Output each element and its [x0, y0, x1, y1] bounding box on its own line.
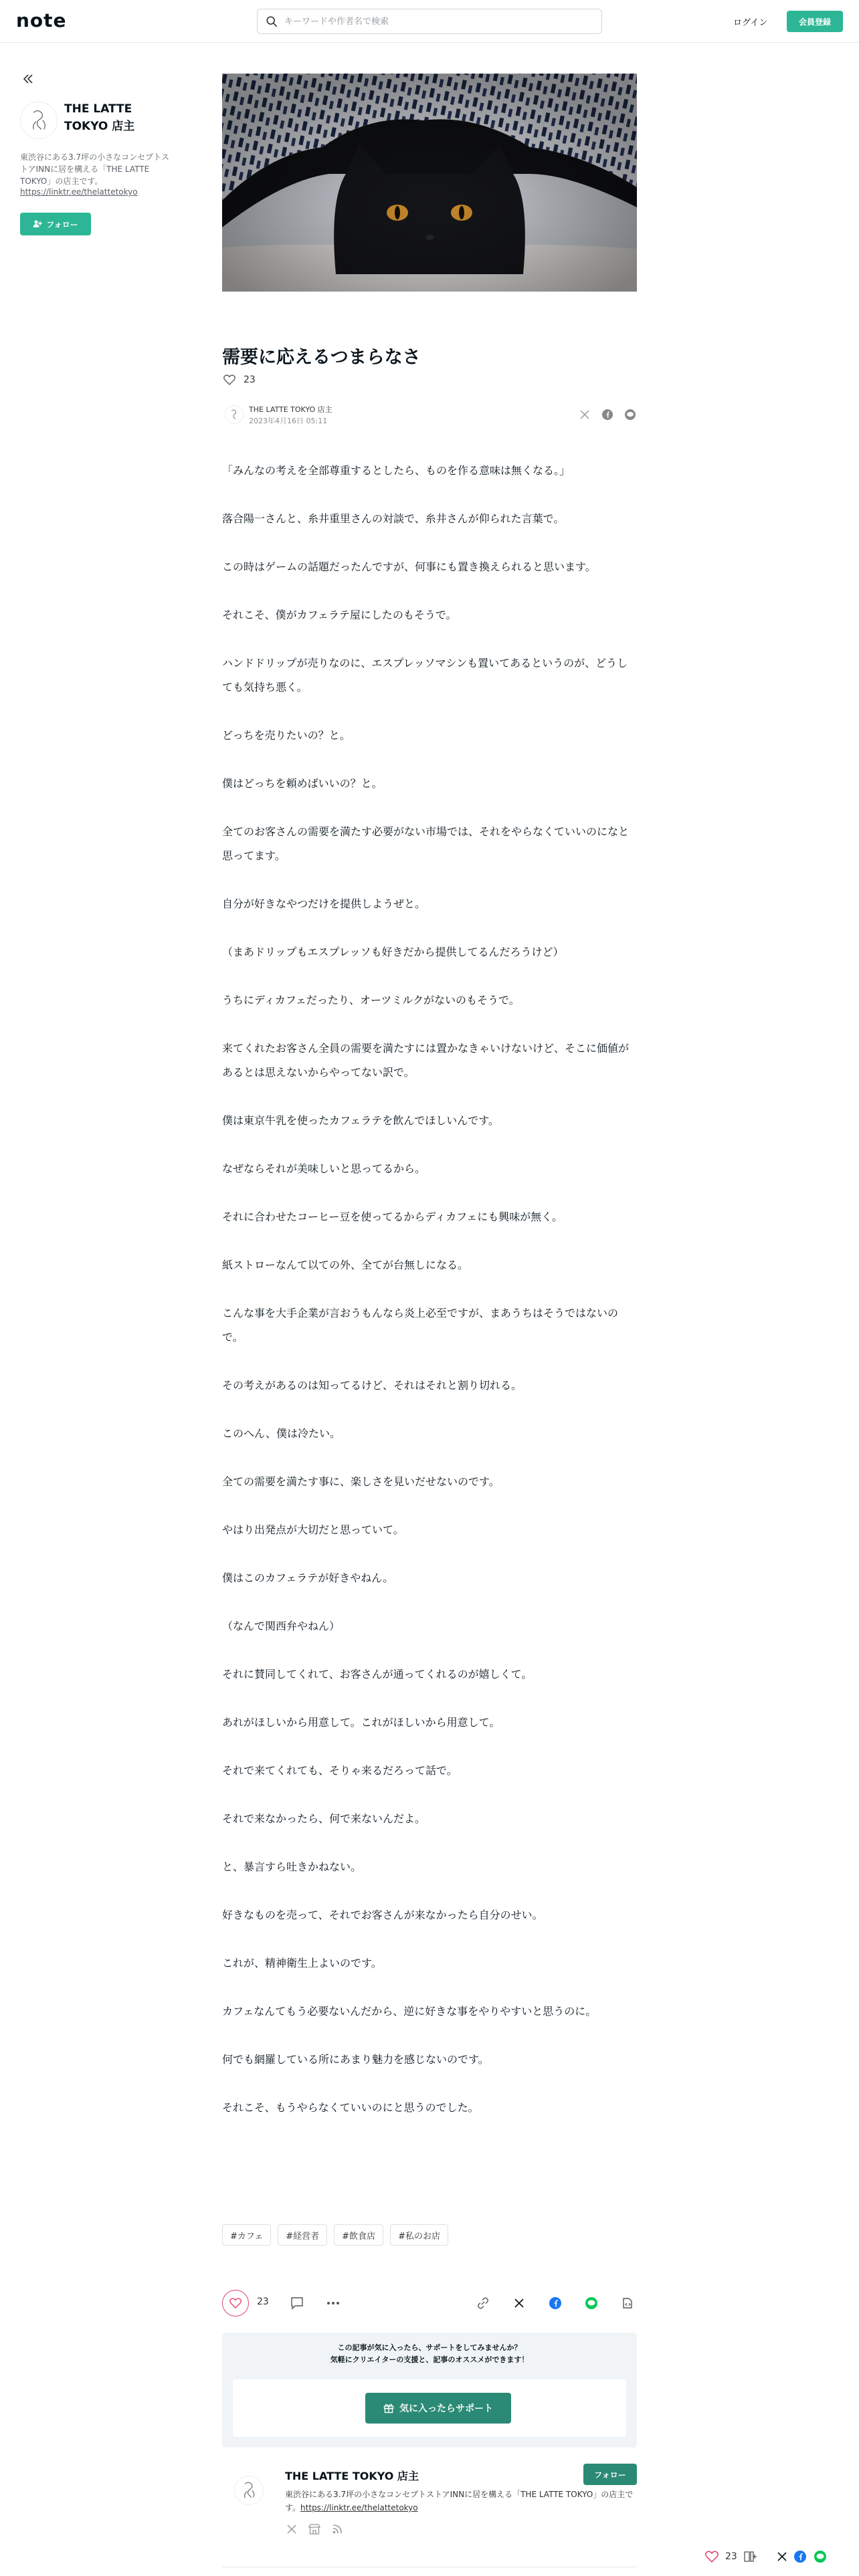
paragraph: あれがほしいから用意して。これがほしいから用意して。 [222, 1716, 500, 1729]
floating-like-button[interactable] [705, 2551, 719, 2563]
paragraph: 来てくれたお客さん全員の需要を満たすには置かなきゃいけないけど、そこに価値があるとは思えないからやってない訳で。 [222, 1042, 630, 1079]
note-logo[interactable] [16, 9, 90, 32]
paragraph: 自分が好きなやつだけを提供しようぜと。 [222, 897, 426, 910]
facebook-share-icon[interactable] [601, 408, 614, 421]
paragraph: 僕は東京牛乳を使ったカフェラテを飲んでほしいんです。 [222, 1114, 499, 1127]
comment-icon[interactable] [289, 2295, 305, 2311]
heart-icon [223, 374, 235, 385]
floating-action-bar [705, 2545, 859, 2569]
support-message [222, 2342, 637, 2366]
magazine-add-icon[interactable] [744, 2551, 757, 2563]
more-options-icon[interactable] [325, 2295, 341, 2311]
paragraph: ハンドドリップが売りなのに、エスプレッソマシンも置いてあるというのが、どうしても気持ち悪く。 [222, 657, 628, 693]
collapse-sidebar-icon[interactable] [20, 71, 36, 87]
gift-icon [383, 2403, 394, 2413]
embed-icon[interactable] [619, 2295, 636, 2311]
facebook-share-icon[interactable] [547, 2295, 563, 2311]
x-share-icon[interactable] [511, 2295, 527, 2311]
x-profile-icon[interactable] [285, 2523, 298, 2536]
author-card-follow-button[interactable]: フォロー [583, 2464, 637, 2485]
paragraph: 「みんなの考えを全部尊重するとしたら、ものを作る意味は無くなる。」 [222, 464, 571, 477]
publish-date: 2023年4月16日 05:11 [249, 417, 328, 425]
paragraph: 紙ストローなんて以ての外、全てが台無しになる。 [222, 1259, 469, 1271]
paragraph: と、暴言すら吐きかねない。 [222, 1860, 362, 1873]
like-button[interactable] [222, 2290, 249, 2317]
hashtag[interactable]: #カフェ [222, 2224, 271, 2246]
black-cat-under-blanket-image [222, 74, 637, 292]
add-user-icon [33, 219, 42, 229]
paragraph: 好きなものを売って、それでお客さんが来なかったら自分のせい。 [222, 1909, 543, 1921]
article-action-bar [222, 2286, 637, 2319]
support-message-line-1: この記事が気に入ったら、サポートをしてみませんか？ [337, 2343, 522, 2352]
paragraph: それで来てくれても、そりゃ来るだろって話で。 [222, 1764, 458, 1777]
paragraph: 僕はどっちを頼めばいいの？と。 [222, 777, 383, 790]
shop-icon[interactable] [308, 2523, 321, 2536]
paragraph: その考えがあるのは知ってるけど、それはそれと割り切れる。 [222, 1379, 522, 1392]
paragraph: （なんで関西弁やねん） [222, 1620, 341, 1632]
paragraph: こんな事を大手企業が言おうもんなら炎上必至ですが、まあうちはそうではないので。 [222, 1307, 619, 1344]
line-share-icon[interactable] [814, 2550, 827, 2563]
hashtag-list [222, 2224, 448, 2246]
paragraph: それこそ、もうやらなくていいのにと思うのでした。 [222, 2101, 479, 2114]
paragraph: うちにディカフェだったり、オーツミルクがないのもそうで。 [222, 994, 520, 1006]
site-header [0, 0, 859, 43]
paragraph: なぜならそれが美味しいと思ってるから。 [222, 1162, 426, 1175]
paragraph: この時はゲームの話題だったんですが、何事にも置き換えられると思います。 [222, 560, 596, 573]
heart-icon [229, 2298, 242, 2309]
support-button-label: 気に入ったらサポート [399, 2403, 493, 2413]
article-body [222, 459, 637, 2144]
support-box [222, 2333, 637, 2448]
signup-button[interactable]: 会員登録 [787, 11, 843, 32]
hashtag[interactable]: #飲食店 [334, 2224, 383, 2246]
article-title: 需要に応えるつまらなさ [222, 347, 421, 368]
paragraph: やはり出発点が大切だと思っていて。 [222, 1523, 404, 1536]
floating-like-count: 23 [725, 2551, 737, 2562]
paragraph: それに賛同してくれて、お客さんが通ってくれるのが嬉しくて。 [222, 1668, 533, 1681]
author-card-description-text: 東渋谷にある3.7坪の小さなコンセプトストアINNに居を構える「THE LATTE TOKYO」の店主です。 [285, 2490, 634, 2512]
rss-icon[interactable] [330, 2523, 344, 2536]
logo-text: note [16, 9, 67, 31]
author-card-link[interactable]: https://linktr.ee/thelattetokyo [300, 2503, 418, 2512]
login-button[interactable]: ログイン [723, 11, 778, 32]
copy-link-icon[interactable] [475, 2295, 491, 2311]
paragraph: 落合陽一さんと、糸井重里さんの対談で、糸井さんが仰られた言葉で。 [222, 512, 565, 525]
paragraph: カフェなんてもう必要ないんだから、逆に好きな事をやりやすいと思うのに。 [222, 2005, 597, 2018]
author-card-avatar[interactable] [234, 2476, 264, 2505]
hashtag[interactable]: #私のお店 [390, 2224, 448, 2246]
line-share-icon[interactable] [624, 408, 637, 421]
sidebar-creator-name[interactable]: THE LATTE TOKYO 店主 [64, 102, 135, 133]
hashtag[interactable]: #経営者 [278, 2224, 327, 2246]
paragraph: （まあドリップもエスプレッソも好きだから提供してるんだろうけど） [222, 946, 564, 958]
line-share-icon[interactable] [583, 2295, 599, 2311]
sidebar-profile-link[interactable]: https://linktr.ee/thelattetokyo [20, 187, 138, 197]
x-share-icon[interactable] [777, 2552, 787, 2561]
sidebar-follow-button[interactable] [20, 213, 91, 235]
share-icons-top [578, 408, 637, 421]
sidebar-follow-label: フォロー [46, 219, 78, 229]
facebook-share-icon[interactable] [793, 2550, 807, 2563]
hero-image [222, 74, 637, 292]
creator-avatar[interactable] [20, 102, 58, 139]
paragraph: 全ての需要を満たす事に、楽しさを見いだせないのです。 [222, 1475, 500, 1488]
paragraph: 何でも網羅している所にあまり魅力を感じないのです。 [222, 2053, 489, 2066]
heart-icon [705, 2551, 719, 2563]
author-card [222, 2468, 637, 2568]
author-name[interactable]: THE LATTE TOKYO 店主 [249, 405, 332, 414]
paragraph: 全てのお客さんの需要を満たす必要がない市場では、それをやらなくていいのになと思ってます。 [222, 825, 630, 862]
author-row [222, 401, 637, 431]
search-icon [266, 15, 278, 27]
paragraph: 僕はこのカフェラテが好きやねん。 [222, 1572, 394, 1584]
author-avatar[interactable] [225, 405, 244, 424]
paragraph: それで来なかったら、何で来ないんだよ。 [222, 1812, 426, 1825]
author-card-name[interactable]: THE LATTE TOKYO 店主 [285, 2470, 419, 2482]
support-panel [233, 2379, 626, 2437]
search-bar[interactable] [257, 9, 602, 34]
search-input[interactable] [284, 17, 579, 27]
support-button[interactable] [365, 2393, 511, 2424]
paragraph: どっちを売りたいの？と。 [222, 729, 351, 742]
paragraph: これが、精神衛生上よいのです。 [222, 1957, 382, 1969]
x-share-icon[interactable] [578, 408, 591, 421]
paragraph: それこそ、僕がカフェラテ屋にしたのもそうで。 [222, 609, 457, 621]
support-message-line-2: 気軽にクリエイターの支援と、記事のオススメができます！ [330, 2355, 529, 2364]
like-count: 23 [257, 2296, 269, 2307]
author-card-description [285, 2488, 637, 2514]
article-like-summary[interactable] [223, 374, 256, 385]
paragraph: このへん、僕は冷たい。 [222, 1427, 341, 1440]
author-card-social-links [285, 2523, 344, 2536]
article-like-count: 23 [244, 374, 256, 385]
sidebar-description: 東渋谷にある3.7坪の小さなコンセプトストアINNに居を構える「THE LATTE TOKYO」の店主です。 [20, 152, 169, 186]
paragraph: それに合わせたコーヒー豆を使ってるからディカフェにも興味が無く。 [222, 1210, 563, 1223]
